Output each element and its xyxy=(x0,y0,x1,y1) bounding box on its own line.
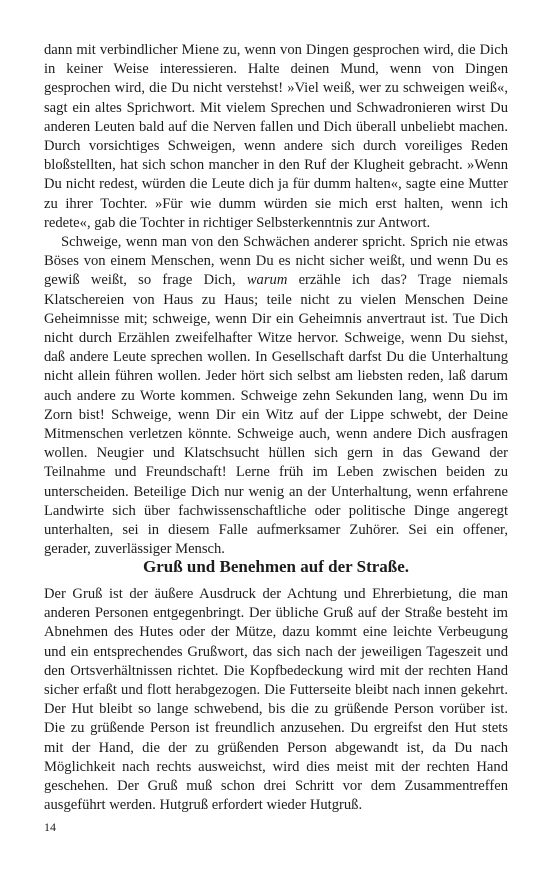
upper-text-block xyxy=(44,41,508,559)
paragraph-silence-intro: dann mit verbindlicher Miene zu, wenn von Dingen gesprochen wird, die Dich in keiner Weise interessieren. Halte deinen Mund, wenn von Dingen gesprochen wird, die Du nicht verstehst! »Viel weiß, wer zu schweigen weiß«, sagt ein altes Sprichwort. Mit vielem Sprechen und Schwadronieren wirst Du anderen Leuten bald auf die Nerven fallen und Dich überall unbeliebt machen. Durch vorsichtiges Schweigen, wenn andere sich durch voreiliges Reden bloßstellten, hat sich schon mancher in den Ruf der Klugheit gebracht. »Wenn Du nicht redest, würden die Leute dich ja für dumm halten«, sagte eine Mutter zu ihrer Tochter. »Für wie dumm würden sie mich erst halten, wenn ich redete«, gab die Tochter in richtiger Selbsterkenntnis zur Antwort. xyxy=(44,42,508,231)
page-number: 14 xyxy=(44,820,56,834)
paragraph-text-part: Schweige, wenn man von den Schwächen anderer spricht. Sprich nie etwas Böses von einem Menschen, wenn Du es nicht sicher weißt, und wenn Du es gewiß weißt, so frage Dich, xyxy=(44,234,508,289)
paragraph-silence-advice xyxy=(44,233,508,559)
section-heading: Gruß und Benehmen auf der Straße. xyxy=(142,557,410,576)
italic-word-warum: warum xyxy=(246,272,288,289)
paragraph-greeting: Der Gruß ist der äußere Ausdruck der Achtung und Ehrerbietung, die man anderen Personen entgegenbringt. Der übliche Gruß auf der Straße besteht im Abnehmen des Hutes oder der Mütze, dazu kommt eine leichte Verbeugung und ein entsprechendes Grußwort, das sich nach der jeweiligen Tageszeit und den Ortsverhältnissen richtet. Die Kopfbedeckung wird mit der rechten Hand sicher erfaßt und flott herabgezogen. Die Futterseite bleibt nach innen gekehrt. Der Hut bleibt so lange schwebend, bis die zu grüßende Person vorüber ist. Die zu grüßende Person ist freundlich anzusehen. Du ergreifst den Hut stets mit der Hand, die der zu grüßenden Person abgewandt ist, da Du nach Möglichkeit nach rechts ausweichst, wird dies meist mit der rechten Hand geschehen. Der Gruß muß schon drei Schritt vor dem Zusammentreffen ausgeführt werden. Hutgruß erfordert wieder Hutgruß. xyxy=(44,586,508,814)
lower-text-block xyxy=(44,585,508,815)
paragraph-text-part: erzähle ich das? Trage niemals Klatschereien von Haus zu Haus; teile nicht zu vielen Menschen Deine Geheimnisse mit; schweige, wenn Dir ein Geheimnis anvertraut ist. Tue Dich nicht durch Erzählen zweifelhafter Witze hervor. Schweige, wenn Du siehst, daß andere Leute sprechen wollen. In Gesellschaft darfst Du die Unterhaltung nicht allein führen wollen. Jeder hört sich selbst am liebsten reden, laß darum auch andere zu Worte kommen. Schweige zehn Sekunden lang, wenn Du im Zorn bist! Schweige, wenn Dir ein Witz auf der Lippe schwebt, der Deine Mitmenschen verletzen könnte. Schweige auch, wenn andere Dich ausfragen wollen. Neugier und Klatschsucht hüllen sich gern in das Gewand der Teilnahme und Freundschaft! Lerne früh im Leben zwischen beiden zu unterscheiden. Beteilige Dich nur wenig an der Unterhaltung, wenn erfahrene Landwirte sich über fachwissenschaftliche oder politische Dinge angeregt unterhalten, sei in diesem Falle aufmerksamer Zuhörer. Sei ein offener, gerader, zuverlässiger Mensch. xyxy=(44,272,508,558)
